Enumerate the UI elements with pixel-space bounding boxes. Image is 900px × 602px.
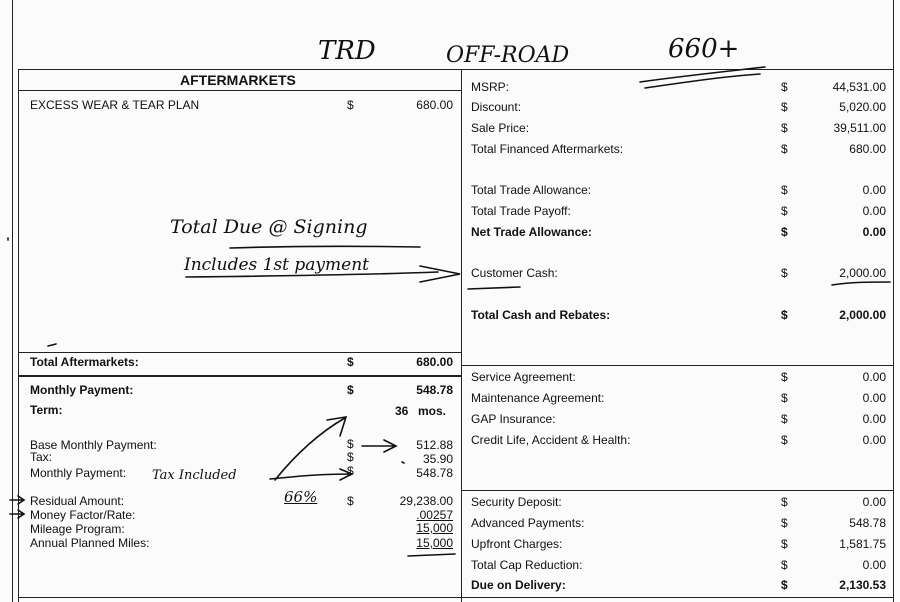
- handwritten-tax-included: Tax Included: [152, 468, 237, 483]
- base-monthly-dollar: $: [347, 437, 354, 451]
- summary-row-label: Total Trade Payoff:: [471, 204, 571, 218]
- base-monthly-label: Base Monthly Payment:: [30, 438, 157, 452]
- term-label: Term:: [30, 403, 63, 417]
- monthly-payment-2-value: 548.78: [416, 466, 453, 480]
- summary-row-value: 2,000.00: [839, 266, 886, 280]
- annual-miles-value: 15,000: [416, 536, 453, 550]
- total-aftermarkets-label: Total Aftermarkets:: [30, 355, 139, 369]
- side-dash: [48, 344, 56, 346]
- summary-row-dollar: $: [781, 578, 788, 592]
- term-value: 36: [395, 404, 409, 418]
- base-monthly-value: 512.88: [416, 438, 453, 452]
- arrow-money-factor: [10, 510, 24, 518]
- summary-row-label: Service Agreement:: [471, 370, 576, 384]
- summary-row-label: Advanced Payments:: [471, 516, 585, 530]
- summary-row-label: Total Cash and Rebates:: [471, 308, 611, 322]
- summary-row-label: Total Financed Aftermarkets:: [471, 142, 624, 156]
- handwritten-trd: TRD: [318, 36, 376, 66]
- summary-row-value: 548.78: [849, 516, 886, 530]
- summary-row-label: Maintenance Agreement:: [471, 391, 605, 405]
- summary-row-dollar: $: [781, 142, 788, 156]
- summary-row-dollar: $: [781, 266, 788, 280]
- arrow-residual: [10, 496, 24, 504]
- summary-row-label: Credit Life, Accident & Health:: [471, 433, 631, 447]
- monthly-payment-2-dollar: $: [347, 464, 354, 478]
- mileage-program-value: 15,000: [416, 521, 453, 535]
- summary-row-value: 0.00: [862, 370, 886, 384]
- summary-row-dollar: $: [781, 433, 788, 447]
- summary-row-label: Total Trade Allowance:: [471, 183, 592, 197]
- aftermarket-item-label: EXCESS WEAR & TEAR PLAN: [30, 98, 200, 112]
- underline-total-due: [230, 246, 420, 248]
- summary-row-label: Discount:: [471, 100, 522, 114]
- arrow-base-payment: [362, 440, 396, 452]
- residual-amount-dollar: $: [347, 494, 354, 508]
- monthly-payment-label: Monthly Payment:: [30, 383, 134, 397]
- summary-row-label: Total Cap Reduction:: [471, 558, 583, 572]
- summary-row-label: Upfront Charges:: [471, 537, 563, 551]
- annual-miles-label: Annual Planned Miles:: [30, 536, 150, 550]
- summary-row-value: 0.00: [862, 225, 886, 239]
- handwritten-660: 660+: [668, 34, 740, 64]
- handwritten-offroad: OFF-ROAD: [446, 43, 570, 68]
- summary-row-label: MSRP:: [471, 80, 510, 94]
- summary-row-dollar: $: [781, 183, 788, 197]
- summary-row-dollar: $: [781, 204, 788, 218]
- handwritten-total-due: Total Due @ Signing: [170, 216, 368, 238]
- summary-row-dollar: $: [781, 516, 788, 530]
- summary-row-dollar: $: [781, 80, 788, 94]
- money-factor-label: Money Factor/Rate:: [30, 508, 136, 522]
- handwritten-includes: Includes 1st payment: [184, 255, 369, 275]
- summary-row-dollar: $: [781, 100, 788, 114]
- summary-row-value: 0.00: [862, 433, 886, 447]
- summary-row-dollar: $: [781, 537, 788, 551]
- summary-row-value: 1,581.75: [839, 537, 886, 551]
- summary-row-value: 0.00: [862, 183, 886, 197]
- summary-row-value: 44,531.00: [832, 80, 886, 94]
- summary-row-label: GAP Insurance:: [471, 412, 556, 426]
- swoosh-under-660: [645, 74, 760, 88]
- summary-row-value: 0.00: [862, 391, 886, 405]
- monthly-payment-dollar: $: [347, 383, 354, 397]
- term-unit: mos.: [418, 404, 447, 418]
- underline-annual-miles: [408, 554, 455, 556]
- summary-row-value: 2,130.53: [839, 578, 886, 592]
- summary-row-dollar: $: [781, 391, 788, 405]
- aftermarkets-header: AFTERMARKETS: [180, 72, 296, 88]
- summary-row-dollar: $: [781, 308, 788, 322]
- underline-2000: [832, 282, 890, 285]
- summary-row-label: Net Trade Allowance:: [471, 225, 592, 239]
- monthly-payment-value: 548.78: [416, 383, 453, 397]
- money-factor-value: .00257: [416, 508, 453, 522]
- monthly-payment-2-label: Monthly Payment:: [30, 466, 127, 480]
- summary-row-value: 0.00: [862, 412, 886, 426]
- mileage-program-label: Mileage Program:: [30, 522, 125, 536]
- total-aftermarkets-value: 680.00: [416, 355, 453, 369]
- handwritten-66-percent: 66%: [284, 488, 318, 506]
- residual-amount-value: 29,238.00: [399, 494, 453, 508]
- summary-row-label: Customer Cash:: [471, 266, 558, 280]
- tax-value: 35.90: [422, 452, 453, 466]
- summary-row-dollar: $: [781, 225, 788, 239]
- tax-label: Tax:: [30, 450, 53, 464]
- underline-customer-cash: [468, 287, 520, 289]
- total-aftermarkets-dollar: $: [347, 355, 354, 369]
- summary-row-value: 680.00: [849, 142, 886, 156]
- summary-row-dollar: $: [781, 370, 788, 384]
- summary-row-value: 5,020.00: [839, 100, 886, 114]
- summary-row-dollar: $: [781, 558, 788, 572]
- summary-row-value: 0.00: [862, 495, 886, 509]
- arrow-to-customer-cash: [186, 266, 460, 282]
- aftermarket-item-value: 680.00: [416, 98, 453, 112]
- residual-amount-label: Residual Amount:: [30, 494, 125, 508]
- summary-row-value: 39,511.00: [833, 121, 886, 135]
- dot-tax: [402, 462, 404, 463]
- checkmark-stroke: [275, 417, 346, 480]
- summary-row-dollar: $: [781, 495, 788, 509]
- aftermarket-item-dollar: $: [347, 98, 354, 112]
- summary-row-label: Security Deposit:: [471, 495, 562, 509]
- summary-row-value: 2,000.00: [839, 308, 886, 322]
- summary-row-label: Due on Delivery:: [471, 578, 566, 592]
- tax-dollar: $: [347, 450, 354, 464]
- summary-row-value: 0.00: [862, 558, 886, 572]
- summary-row-value: 0.00: [862, 204, 886, 218]
- summary-row-dollar: $: [781, 121, 788, 135]
- summary-row-label: Sale Price:: [471, 121, 530, 135]
- summary-row-dollar: $: [781, 412, 788, 426]
